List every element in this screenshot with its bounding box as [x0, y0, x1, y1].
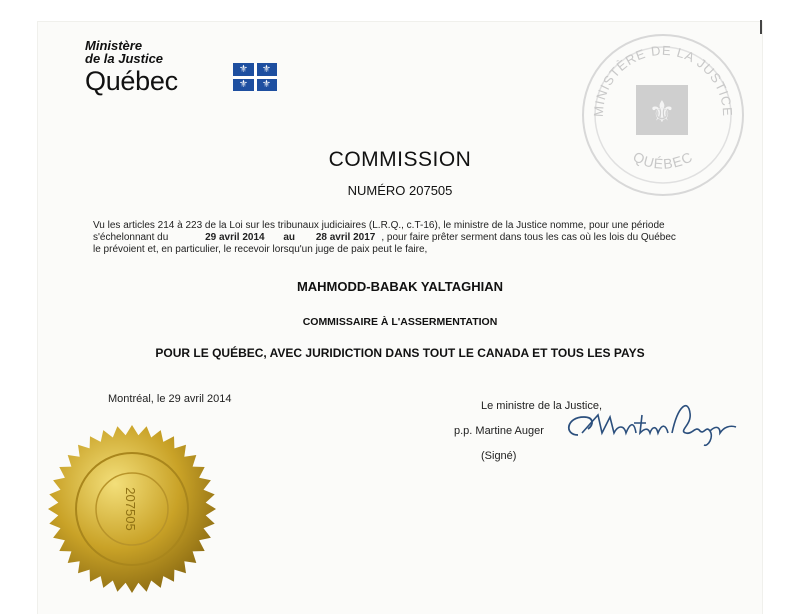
svg-text:⚜: ⚜: [648, 95, 676, 130]
commission-number: NUMÉRO 207505: [347, 183, 453, 198]
jurisdiction-statement: POUR LE QUÉBEC, AVEC JURIDICTION DANS TOUT LE CANADA ET TOUS LES PAYS: [155, 346, 645, 360]
body-part-3: , pour faire prêter serment dans tous les cas où les lois du Québec: [381, 232, 676, 243]
stamp-text-top: MINISTÈRE DE LA JUSTICE: [590, 42, 736, 118]
date-to: 28 avril 2017: [315, 232, 376, 243]
ministry-stamp-seal: [578, 30, 748, 200]
ministry-line-2: de la Justice: [85, 51, 164, 66]
commissioner-name: MAHMODD-BABAK YALTAGHIAN: [296, 279, 504, 294]
handwritten-signature: [560, 395, 750, 455]
body-part-4: le prévoient et, en particulier, le recevoir lorsqu'un juge de paix peut le faire,: [93, 244, 428, 255]
ministry-line-1: Ministère: [85, 38, 143, 53]
body-part-2: s'échelonnant du: [93, 232, 169, 243]
ministry-logo: [85, 38, 271, 96]
quebec-wordmark: Québec: [85, 66, 178, 96]
signed-note: (Signé): [481, 450, 517, 462]
document-title: COMMISSION: [328, 148, 472, 171]
seal-number: 207505: [123, 487, 138, 531]
place-and-date: Montréal, le 29 avril 2014: [108, 393, 232, 405]
stamp-text-bottom: QUÉBEC: [630, 148, 696, 172]
commissioner-role: COMMISSAIRE À L'ASSERMENTATION: [302, 316, 498, 328]
date-from: 29 avril 2014: [205, 232, 265, 243]
page-edge-mark: [760, 20, 762, 34]
body-part-1: Vu les articles 214 à 223 de la Loi sur les tribunaux judiciaires (L.R.Q., c.T-16), le ministre de la Justice nomme, pour une période: [93, 220, 665, 231]
signatory-title: Le ministre de la Justice,: [481, 400, 603, 412]
gold-foil-seal: [46, 423, 218, 595]
quebec-flag-icon: ⚜ ⚜ ⚜ ⚜: [233, 63, 277, 91]
signatory-pp: p.p. Martine Auger: [454, 425, 544, 437]
commission-body-text: [93, 220, 733, 256]
date-au: au: [283, 232, 296, 243]
